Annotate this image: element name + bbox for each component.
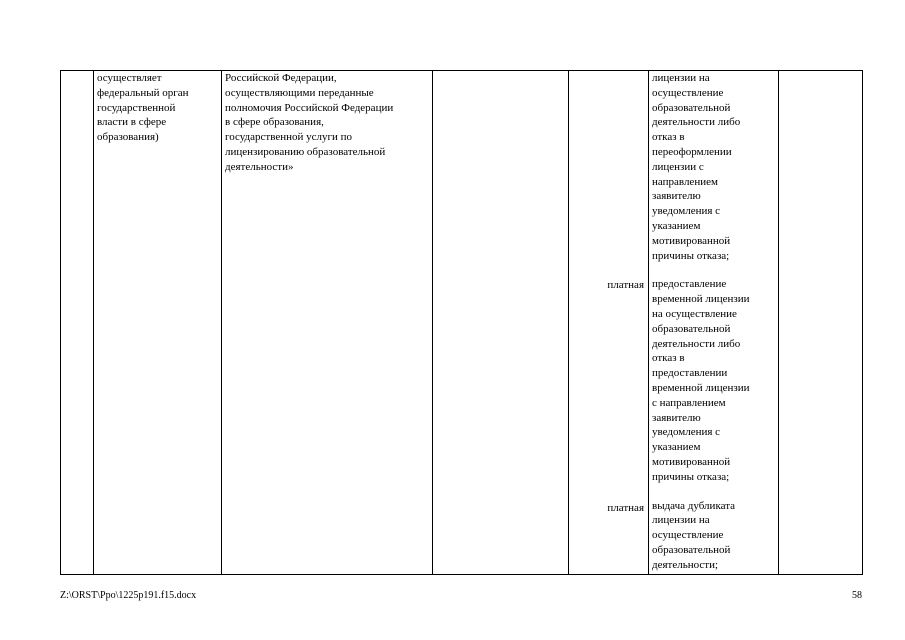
- service-cell: [649, 71, 779, 575]
- description-cell: [222, 71, 433, 575]
- empty-cell: [433, 71, 569, 575]
- service-text: выдача дубликата лицензии на осуществление образовательной деятельности;: [652, 499, 736, 571]
- empty-cell: [779, 71, 863, 575]
- table-row: [61, 71, 863, 575]
- fee-cell: [569, 71, 649, 575]
- fee-label: платная: [607, 502, 644, 514]
- document-table: [60, 70, 863, 575]
- description-text: Российской Федерации, осуществляющими переданные полномочия Российской Федерации в сфере образования, государственной услуги по лицензированию образовательной деятельности»: [225, 72, 394, 173]
- authority-cell: [94, 71, 222, 575]
- service-text: лицензии на осуществление образовательной деятельности либо отказ в переоформлении лицензии с направлением заявителю уведомления с указанием мотивированной причины отказа;: [652, 72, 741, 262]
- file-path: Z:\ORST\Ppo\1225p191.f15.docx: [60, 590, 197, 601]
- service-text: предоставление временной лицензии на осуществление образовательной деятельности либо отказ в предоставлении временной лицензии с направлением заявителю уведомления с указанием мотивированной причины отказа;: [652, 278, 750, 483]
- page-number: 58: [852, 590, 862, 601]
- number-cell: [61, 71, 94, 575]
- fee-label: платная: [607, 279, 644, 291]
- authority-text: осуществляет федеральный орган государственной власти в сфере образования): [97, 72, 189, 144]
